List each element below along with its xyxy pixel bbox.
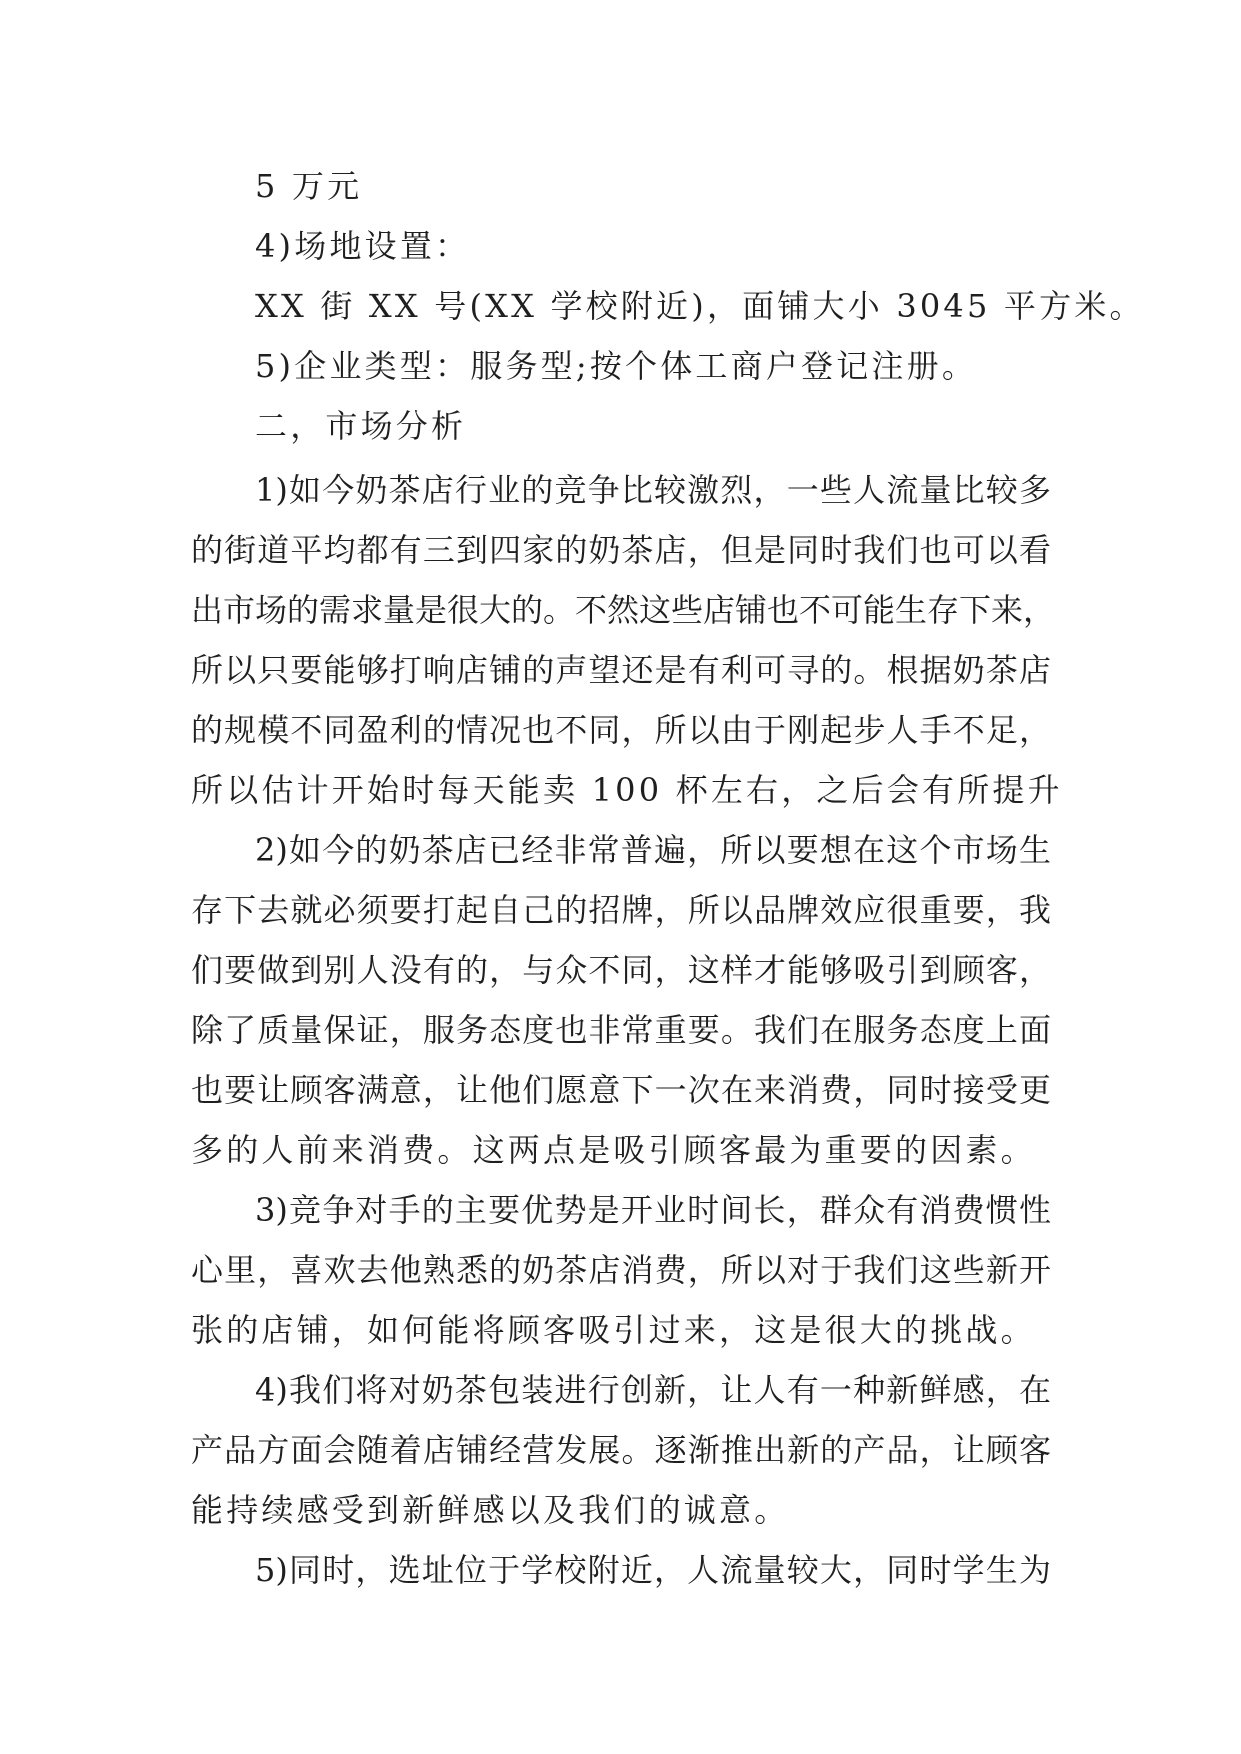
text-line: XX 街 XX 号(XX 学校附近)，面铺大小 3045 平方米。 bbox=[255, 287, 1145, 325]
text-line: 们要做到别人没有的，与众不同，这样才能够吸引到顾客， bbox=[191, 951, 1051, 989]
text-line: 产品方面会随着店铺经营发展。逐渐推出新的产品，让顾客 bbox=[191, 1431, 1051, 1469]
text-line: 的街道平均都有三到四家的奶茶店，但是同时我们也可以看 bbox=[191, 531, 1051, 569]
text-line: 多的人前来消费。这两点是吸引顾客最为重要的因素。 bbox=[191, 1131, 1036, 1169]
text-line: 出市场的需求量是很大的。不然这些店铺也不可能生存下来， bbox=[191, 591, 1056, 629]
text-line: 3)竞争对手的主要优势是开业时间长，群众有消费惯性 bbox=[255, 1191, 1051, 1229]
text-line: 1)如今奶茶店行业的竞争比较激烈，一些人流量比较多 bbox=[255, 471, 1051, 509]
text-line: 的规模不同盈利的情况也不同，所以由于刚起步人手不足， bbox=[191, 711, 1051, 749]
text-line: 心里，喜欢去他熟悉的奶茶店消费，所以对于我们这些新开 bbox=[191, 1251, 1051, 1289]
text-line: 也要让顾客满意，让他们愿意下一次在来消费，同时接受更 bbox=[191, 1071, 1051, 1109]
text-line: 4)场地设置： bbox=[255, 227, 471, 265]
text-line: 所以只要能够打响店铺的声望还是有利可寻的。根据奶茶店 bbox=[191, 651, 1051, 689]
text-line: 存下去就必须要打起自己的招牌，所以品牌效应很重要，我 bbox=[191, 891, 1051, 929]
text-line: 除了质量保证，服务态度也非常重要。我们在服务态度上面 bbox=[191, 1011, 1051, 1049]
section-heading: 二，市场分析 bbox=[255, 407, 467, 445]
text-line: 所以估计开始时每天能卖 100 杯左右，之后会有所提升 bbox=[191, 771, 1063, 809]
text-line: 2)如今的奶茶店已经非常普遍，所以要想在这个市场生 bbox=[255, 831, 1051, 869]
text-line: 张的店铺，如何能将顾客吸引过来，这是很大的挑战。 bbox=[191, 1311, 1036, 1349]
text-line: 5)同时，选址位于学校附近，人流量较大，同时学生为 bbox=[255, 1551, 1051, 1589]
text-line: 能持续感受到新鲜感以及我们的诚意。 bbox=[191, 1491, 790, 1529]
text-line: 4)我们将对奶茶包装进行创新，让人有一种新鲜感，在 bbox=[255, 1371, 1051, 1409]
text-line: 5 万元 bbox=[255, 167, 363, 205]
text-line: 5)企业类型：服务型;按个体工商户登记注册。 bbox=[255, 347, 978, 385]
